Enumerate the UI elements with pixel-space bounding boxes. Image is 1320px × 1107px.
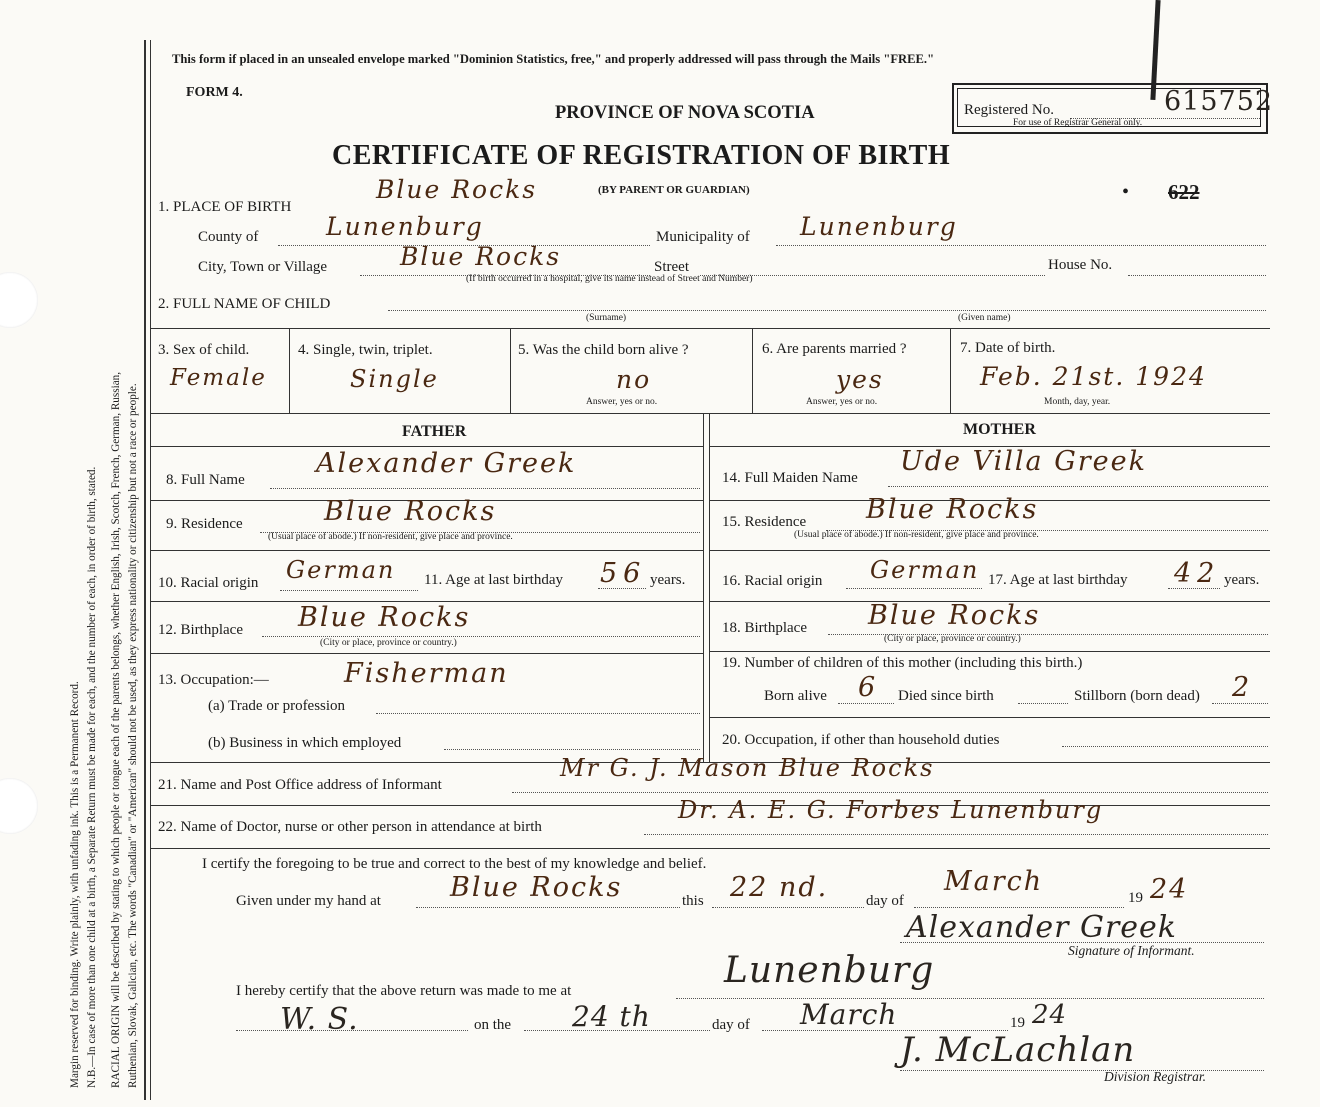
died-since-birth-label: Died since birth	[898, 688, 994, 704]
registrar-statement: I hereby certify that the above return was made to me at	[236, 983, 572, 999]
mother-birthplace-label: 18. Birthplace	[722, 620, 807, 636]
margin-rule-1	[144, 40, 146, 1100]
alive-label: 5. Was the child born alive ?	[518, 342, 689, 358]
registrar-prefix-dots	[236, 1030, 468, 1031]
father-name-dots	[270, 488, 700, 489]
plurality-value: Single	[350, 365, 439, 393]
born-alive-value: 6	[858, 672, 878, 703]
registrar-year-value: 24	[1032, 1000, 1068, 1030]
registrar-prefix: W. S.	[280, 1002, 359, 1037]
father-age-label: 11. Age at last birthday	[424, 572, 563, 588]
city-label: City, Town or Village	[198, 259, 328, 275]
doctor-label: 22. Name of Doctor, nurse or other person in attendance at birth	[158, 819, 542, 835]
father-origin-label: 10. Racial origin	[158, 575, 259, 591]
given-name-caption: (Given name)	[958, 313, 1011, 323]
child-name-label: 2. FULL NAME OF CHILD	[158, 296, 331, 312]
county-value: Lunenburg	[326, 212, 484, 241]
married-value: yes	[836, 365, 884, 394]
informant-signature: Alexander Greek	[906, 910, 1177, 945]
place-of-birth-label: 1. PLACE OF BIRTH	[158, 199, 292, 215]
registrar-place-dots	[676, 998, 1264, 999]
doctor-value: Dr. A. E. G. Forbes Lunenburg	[678, 796, 1104, 824]
place-of-birth-value: Blue Rocks	[376, 175, 538, 204]
margin-rule-2	[150, 40, 151, 1100]
stillborn-label: Stillborn (born dead)	[1074, 688, 1200, 704]
dob-label: 7. Date of birth.	[960, 340, 1056, 356]
margin-note-3: RACIAL ORIGIN will be described by stating to which people or tongue each of the parents belongs, whether English, Irish, Scotch, French, German, Russian,	[110, 371, 122, 1088]
mother-abode-caption: (Usual place of abode.) If non-resident, give place and province.	[794, 530, 1039, 540]
died-dots	[1018, 703, 1068, 704]
father-age-value: 56	[600, 558, 647, 589]
children-count-label: 19. Number of children of this mother (including this birth.)	[722, 655, 1083, 671]
plurality-label: 4. Single, twin, triplet.	[298, 342, 433, 358]
registrar-year-prefix: 19	[1010, 1015, 1025, 1031]
registrar-day-of-label: day of	[712, 1017, 750, 1033]
row-bottom-line	[150, 413, 1270, 414]
father-row-line-4	[150, 653, 703, 654]
alive-value: no	[616, 365, 652, 394]
born-alive-label: Born alive	[764, 688, 827, 704]
mother-occupation-label: 20. Occupation, if other than household duties	[722, 732, 1000, 748]
father-name-value: Alexander Greek	[316, 448, 577, 479]
doctor-dots	[644, 834, 1268, 835]
registered-label: Registered No.	[964, 102, 1054, 118]
day-value: 22 nd.	[730, 872, 829, 903]
province-heading: PROVINCE OF NOVA SCOTIA	[555, 103, 815, 123]
father-heading: FATHER	[402, 423, 467, 440]
city-value: Blue Rocks	[400, 242, 562, 271]
county-label: County of	[198, 229, 259, 245]
mother-birthplace-value: Blue Rocks	[868, 600, 1041, 631]
mother-origin-value: German	[870, 556, 980, 584]
mother-name-dots	[888, 486, 1268, 487]
municipality-value: Lunenburg	[800, 212, 958, 241]
given-place-dots	[416, 907, 680, 908]
business-dots	[444, 749, 700, 750]
born-alive-dots	[838, 703, 894, 704]
business-label: (b) Business in which employed	[208, 735, 402, 751]
mother-birthplace-caption: (City or place, province or country.)	[884, 634, 1021, 644]
married-label: 6. Are parents married ?	[762, 341, 907, 357]
mother-age-label: 17. Age at last birthday	[988, 572, 1128, 588]
day-of-label: day of	[866, 893, 904, 909]
month-dots	[914, 907, 1124, 908]
registrar-month-value: March	[800, 998, 898, 1031]
dob-caption: Month, day, year.	[1044, 397, 1111, 407]
registrar-caption: Division Registrar.	[1104, 1069, 1207, 1084]
father-birthplace-dots	[262, 636, 700, 637]
month-value: March	[944, 866, 1044, 897]
margin-note-1: Margin reserved for binding. Write plainly, with unfading ink. This is a Permanent Record.	[69, 681, 81, 1088]
parents-divider-2	[709, 413, 710, 763]
year-prefix: 19	[1128, 890, 1143, 906]
father-occupation-label: 13. Occupation:—	[158, 672, 269, 688]
corner-dot: •	[1122, 181, 1130, 203]
signature-caption: Signature of Informant.	[1068, 943, 1195, 958]
mother-age-value: 42	[1174, 558, 1221, 589]
on-the-label: on the	[474, 1017, 512, 1033]
col-sep-3	[752, 328, 753, 413]
father-years-label: years.	[650, 572, 686, 588]
certificate-title: CERTIFICATE OF REGISTRATION OF BIRTH	[332, 140, 951, 171]
married-caption: Answer, yes or no.	[806, 397, 878, 407]
surname-caption: (Surname)	[586, 313, 627, 323]
informant-label: 21. Name and Post Office address of Informant	[158, 777, 442, 793]
father-abode-caption: (Usual place of abode.) If non-resident, give place and province.	[268, 532, 513, 542]
mother-origin-dots	[846, 588, 982, 589]
mail-notice: This form if placed in an unsealed envelope marked "Dominion Statistics, free," and properly addressed will pass through the Mails "FREE."	[172, 52, 935, 66]
registrar-use-note: For use of Registrar General only.	[1013, 118, 1143, 128]
father-origin-dots	[280, 590, 418, 591]
form-number: FORM 4.	[186, 85, 243, 100]
street-label: Street	[654, 259, 689, 275]
informant-value: Mr G. J. Mason Blue Rocks	[560, 754, 935, 782]
given-place-value: Blue Rocks	[450, 872, 623, 903]
registrar-day-value: 24 th	[572, 1000, 651, 1033]
alive-caption: Answer, yes or no.	[586, 397, 658, 407]
col-sep-1	[289, 328, 290, 413]
father-birthplace-label: 12. Birthplace	[158, 622, 243, 638]
corner-number: 622	[1168, 180, 1200, 204]
father-heading-line	[150, 446, 703, 447]
mother-residence-label: 15. Residence	[722, 514, 807, 530]
certificate-subtitle: (BY PARENT OR GUARDIAN)	[598, 184, 750, 196]
child-name-dots	[388, 310, 1266, 311]
mother-origin-label: 16. Racial origin	[722, 573, 823, 589]
father-birthplace-value: Blue Rocks	[298, 602, 471, 633]
stillborn-dots	[1212, 703, 1268, 704]
father-origin-value: German	[286, 556, 396, 584]
municipality-dots	[776, 245, 1266, 246]
house-dots	[1128, 275, 1266, 276]
mother-heading: MOTHER	[963, 421, 1036, 438]
year-value: 24	[1150, 874, 1189, 905]
hospital-note: (If birth occurred in a hospital, give its name instead of Street and Number)	[466, 274, 753, 284]
mother-name-value: Ude Villa Greek	[900, 446, 1148, 477]
punch-hole-top	[0, 272, 38, 328]
informant-dots	[512, 792, 1268, 793]
dob-value: Feb. 21st. 1924	[980, 362, 1207, 391]
trade-dots	[376, 713, 700, 714]
mother-years-label: years.	[1224, 572, 1260, 588]
registrar-signature-dots	[900, 1070, 1264, 1071]
mother-row-line-2	[709, 550, 1270, 551]
mother-row-line-4	[709, 651, 1270, 652]
municipality-label: Municipality of	[656, 229, 750, 245]
father-row-line-2	[150, 550, 703, 551]
mother-occupation-dots	[1062, 746, 1268, 747]
punch-hole-bottom	[0, 778, 38, 834]
father-birthplace-caption: (City or place, province or country.)	[320, 638, 457, 648]
doctor-bottom-line	[150, 848, 1270, 849]
mother-name-label: 14. Full Maiden Name	[722, 470, 858, 486]
registrar-signature: J. McLachlan	[900, 1030, 1136, 1070]
certify-statement: I certify the foregoing to be true and correct to the best of my knowledge and belief.	[202, 856, 707, 872]
father-name-label: 8. Full Name	[166, 472, 245, 488]
father-residence-label: 9. Residence	[166, 516, 243, 532]
mother-residence-value: Blue Rocks	[866, 494, 1039, 525]
row-top-line	[150, 328, 1270, 329]
day-dots	[712, 907, 864, 908]
this-label: this	[682, 893, 704, 909]
sex-label: 3. Sex of child.	[158, 342, 250, 358]
father-occupation-value: Fisherman	[344, 658, 509, 689]
house-label: House No.	[1048, 257, 1113, 273]
parents-divider-1	[703, 413, 704, 763]
registered-number: 615752	[1164, 86, 1274, 117]
col-sep-2	[510, 328, 511, 413]
mother-row-line-5	[709, 717, 1270, 718]
stillborn-value: 2	[1232, 672, 1252, 703]
father-residence-value: Blue Rocks	[324, 496, 497, 527]
margin-note-2: N.B.—In case of more than one child at a birth, a Separate Return must be made for each, and the number of each, in order of birth, stated.	[86, 466, 98, 1088]
sex-value: Female	[170, 365, 267, 391]
col-sep-4	[950, 328, 951, 413]
registrar-place-value: Lunenburg	[724, 950, 935, 991]
margin-note-4: Ruthenian, Slovak, Galician, etc. The words "Canadian" or "American" should not be used, as they express nationality or citizenship but not a race or people.	[127, 383, 139, 1088]
trade-label: (a) Trade or profession	[208, 698, 346, 714]
given-under-label: Given under my hand at	[236, 893, 381, 909]
